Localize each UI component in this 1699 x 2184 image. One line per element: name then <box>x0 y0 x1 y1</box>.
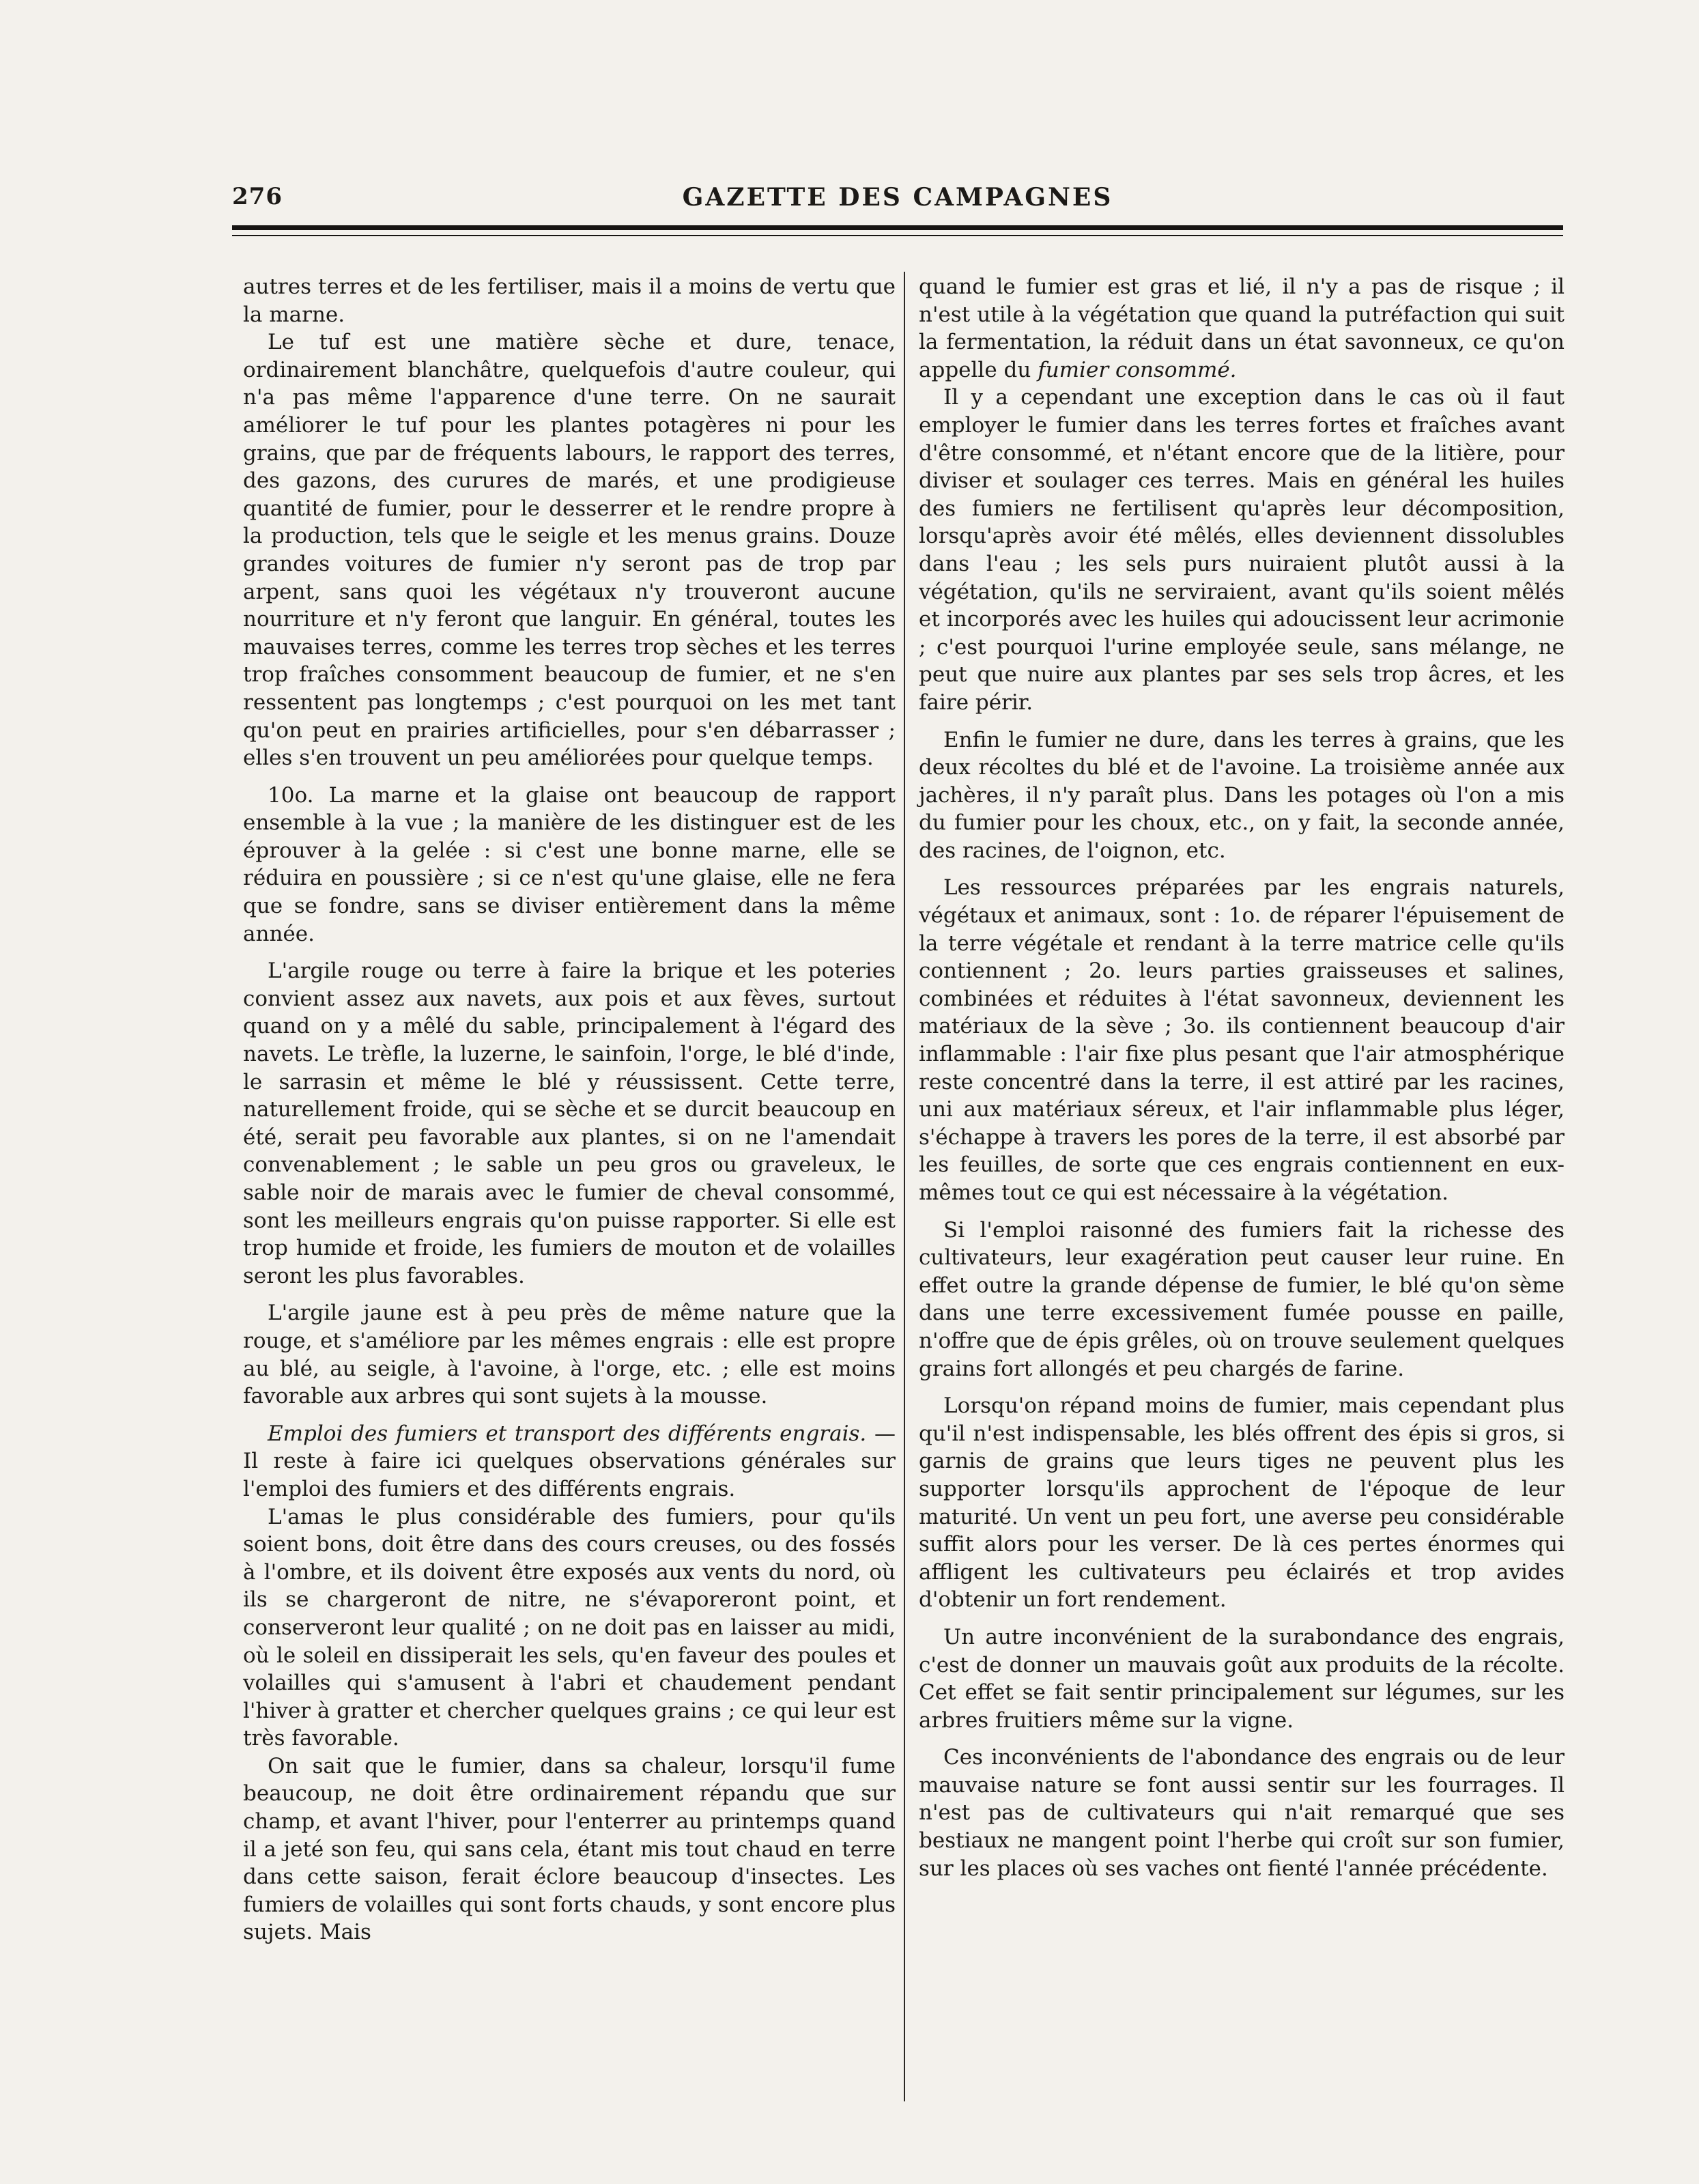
left-column <box>243 273 896 1946</box>
paragraph: Le tuf est une matière sèche et dure, tenace, ordinairement blanchâtre, quelquefois d'autre couleur, qui n'a pas même l'apparence d'une terre. On ne saurait améliorer le tuf pour les plantes potagères ni pour les grains, que par de fréquents labours, le rapport des terres, des gazons, des curures de marés, et une prodigieuse quantité de fumier, pour le desserrer et le rendre propre à la production, tels que le seigle et les menus grains. Douze grandes voitures de fumier n'y seront pas de trop par arpent, sans quoi les végétaux n'y trouveront aucune nourriture et n'y feront que languir. En général, toutes les mauvaises terres, comme les terres trop sèches et les terres trop fraîches consomment beaucoup de fumier, et ne s'en ressentent pas longtemps ; c'est pourquoi on les met tant qu'on peut en prairies artificielles, pour s'en débarrasser ; elles s'en trouvent un peu améliorées pour quelque temps. <box>243 330 896 771</box>
paragraph: On sait que le fumier, dans sa chaleur, lorsqu'il fume beaucoup, ne doit être ordinairement répandu que sur champ, et avant l'hiver, pour l'enterrer au printemps quand il a jeté son feu, qui sans cela, étant mis tout chaud en terre dans cette saison, ferait éclore beaucoup d'insectes. Les fumiers de volailles qui sont forts chauds, y sont encore plus sujets. Mais <box>243 1753 896 1945</box>
paragraph: Il y a cependant une exception dans le cas où il faut employer le fumier dans les terres fortes et fraîches avant d'être consommé, et n'étant encore que de la litière, pour diviser et soulager ces terres. Mais en général les huiles des fumiers ne fertilisent qu'après leur décomposition, lorsqu'après avoir été mêlés, elles deviennent dissolubles dans l'eau ; les sels purs nuiraient plutôt aussi à la végétation, qu'ils ne serviraient, avant qu'ils soient mêlés et incorporés avec les huiles qui adoucissent leur acrimonie ; c'est pourquoi l'urine employée seule, sans mélange, ne peut que nuire aux plantes par ses sels trop âcres, et les faire périr. <box>919 385 1565 715</box>
paragraph: 10o. La marne et la glaise ont beaucoup de rapport ensemble à la vue ; la manière de les distinguer est de les éprouver à la gelée : si c'est une bonne marne, elle se réduira en poussière ; si ce n'est qu'une glaise, elle ne fera que se fondre, sans se diviser entièrement dans la même année. <box>243 782 896 946</box>
paragraph: Enfin le fumier ne dure, dans les terres à grains, que les deux récoltes du blé et de l'avoine. La troisième année aux jachères, il n'y paraît plus. Dans les potages où l'on a mis du fumier pour les choux, etc., on y fait, la seconde année, des racines, de l'oignon, etc. <box>919 727 1565 863</box>
paragraph: Un autre inconvénient de la surabondance des engrais, c'est de donner un mauvais goût aux produits de la récolte. Cet effet se fait sentir principalement sur légumes, sur les arbres fruitiers même sur la vigne. <box>919 1624 1565 1733</box>
paragraph: L'argile jaune est à peu près de même nature que la rouge, et s'améliore par les mêmes engrais : elle est propre au blé, au seigle, à l'avoine, à l'orge, etc. ; elle est moins favorable aux arbres qui sont sujets à la mousse. <box>243 1301 896 1409</box>
paragraph: L'argile rouge ou terre à faire la brique et les poteries convient assez aux navets, aux pois et aux fèves, surtout quand on y a mêlé du sable, principalement à l'égard des navets. Le trèfle, la luzerne, le sainfoin, l'orge, le blé d'inde, le sarrasin et même le blé y réussissent. Cette terre, naturellement froide, qui se sèche et se durcit beaucoup en été, serait peu favorable aux plantes, si on ne l'amendait convenablement ; le sable un peu gros ou graveleux, le sable noir de marais avec le fumier de cheval consommé, sont les meilleurs engrais qu'on puisse rapporter. Si elle est trop humide et froide, les fumiers de mouton et de volailles seront les plus favorables. <box>243 959 896 1288</box>
paragraph: Si l'emploi raisonné des fumiers fait la richesse des cultivateurs, leur exagération peut causer leur ruine. En effet outre la grande dépense de fumier, le blé qu'on sème dans une terre excessivement fumée pousse en paille, n'offre que de épis grêles, où on trouve seulement quelques grains fort allongés et peu chargés de farine. <box>919 1217 1565 1381</box>
section-heading: Emploi des fumiers et transport des différents engrais. <box>268 1421 867 1446</box>
header-rule-thick <box>232 225 1563 230</box>
paragraph: Ces inconvénients de l'abondance des engrais ou de leur mauvaise nature se font aussi sentir sur les fourrages. Il n'est pas de cultivateurs qui n'ait remarqué que ses bestiaux ne mangent point l'herbe qui croît sur son fumier, sur les places où ses vaches ont fienté l'année précédente. <box>919 1745 1565 1881</box>
paragraph <box>243 1420 896 1503</box>
header-rule-thin <box>232 235 1563 236</box>
page-header <box>232 183 1563 224</box>
paragraph: Les ressources préparées par les engrais naturels, végétaux et animaux, sont : 1o. de réparer l'épuisement de la terre végétale et rendant à la terre matrice celle qu'ils contiennent ; 2o. leurs parties graisseuses et salines, combinées et réduites à l'état savonneux, deviennent les matériaux de la sève ; 3o. ils contiennent beaucoup d'air inflammable : l'air fixe plus pesant que l'air atmosphérique reste concentré dans la terre, il est attiré par les racines, uni aux matériaux séreux, et l'air inflammable plus léger, s'échappe à travers les pores de la terre, il est absorbé par les feuilles, de sorte que ces engrais contiennent en eux-mêmes tout ce qui est nécessaire à la végétation. <box>919 875 1565 1205</box>
emphasis-text: fumier consommé. <box>1038 357 1237 382</box>
paragraph: autres terres et de les fertiliser, mais il a moins de vertu que la marne. <box>243 274 896 327</box>
journal-title: GAZETTE DES CAMPAGNES <box>682 183 1113 212</box>
paragraph-text: quand le fumier est gras et lié, il n'y a pas de risque ; il n'est utile à la végétation que quand la putréfaction qui suit la fermentation, la réduit dans un état savonneux, ce qu'on appelle du <box>919 274 1565 382</box>
paragraph: Lorsqu'on répand moins de fumier, mais cependant plus qu'il n'est indispensable, les blés offrent des épis si gros, si garnis de grains que leurs tiges ne peuvent plus les supporter lorsqu'ils approchent de l'époque de leur maturité. Un vent un peu fort, une averse peu considérable suffit alors pour les verser. De là ces pertes énormes qui affligent les cultivateurs peu éclairés et trop avides d'obtenir un fort rendement. <box>919 1393 1565 1613</box>
page-number: 276 <box>232 183 283 210</box>
paragraph <box>919 273 1565 384</box>
right-column <box>919 273 1565 1882</box>
paragraph-text: — Il reste à faire ici quelques observations générales sur l'emploi des fumiers et des différents engrais. <box>243 1421 896 1501</box>
column-divider <box>904 272 905 2101</box>
paragraph: L'amas le plus considérable des fumiers, pour qu'ils soient bons, doit être dans des cours creuses, ou des fossés à l'ombre, et ils doivent être exposés aux vents du nord, où ils se chargeront de nitre, ne s'évaporeront point, et conserveront leur qualité ; on ne doit pas en laisser au midi, où le soleil en dissiperait les sels, qu'en faveur des poules et volailles qui s'amusent à l'abri et chaudement pendant l'hiver à gratter et chercher quelques grains ; ce qui leur est très favorable. <box>243 1504 896 1751</box>
